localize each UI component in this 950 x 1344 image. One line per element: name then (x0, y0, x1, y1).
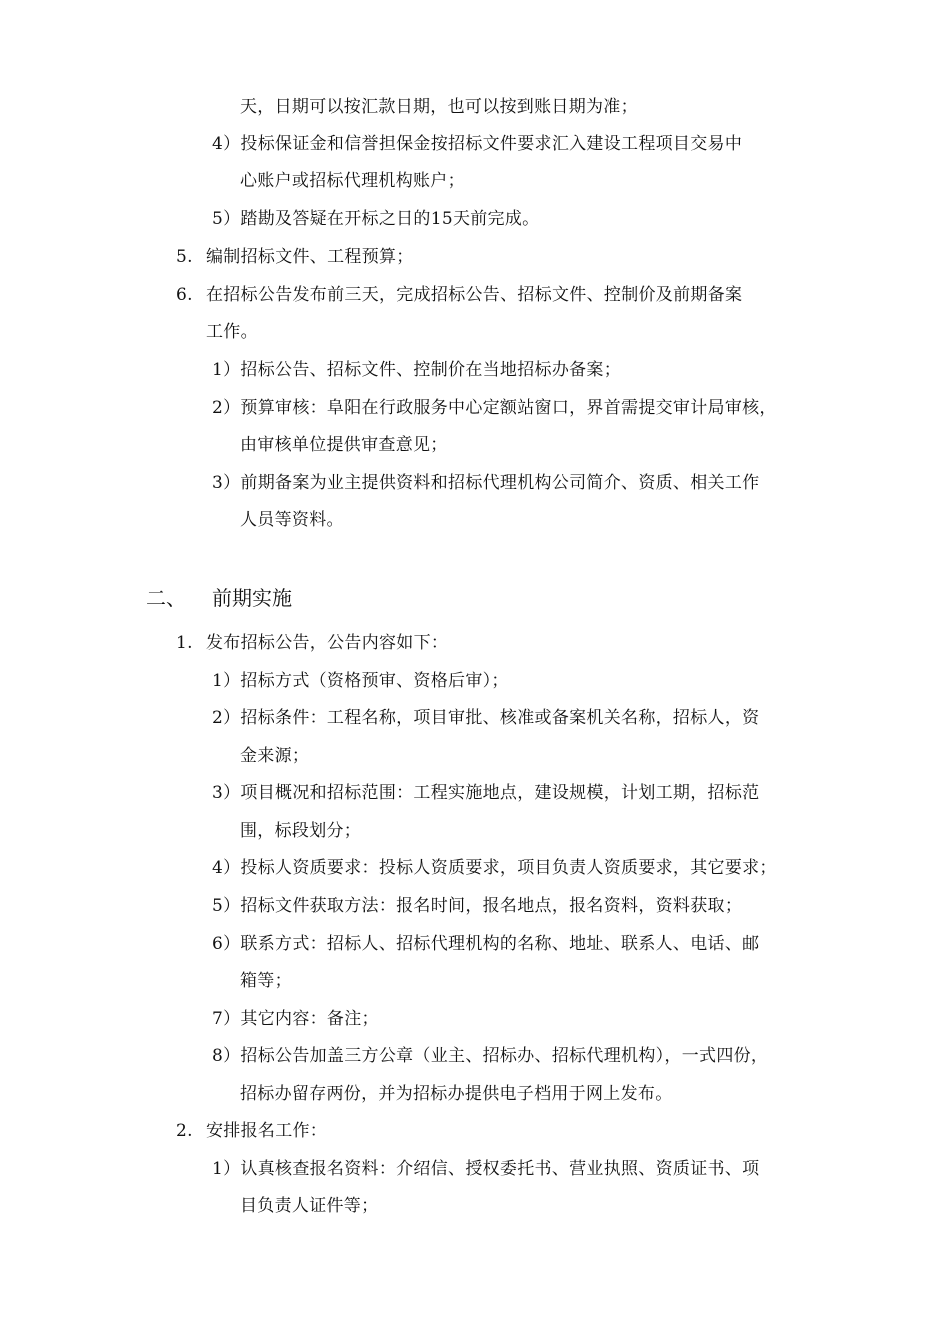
list-text: 预算审核：阜阳在行政服务中心定额站窗口，界首需提交审计局审核， (240, 398, 777, 418)
registration-item-1 (212, 1158, 759, 1180)
step-6-sub-2 (212, 397, 777, 419)
list-number: 6） (212, 934, 241, 954)
announcement-item-3 (212, 782, 759, 804)
step-6-sub-3-cont: 人员等资料。 (240, 510, 344, 530)
list-number: 1） (212, 671, 241, 691)
list-text: 招标条件：工程名称，项目审批、核准或备案机关名称，招标人，资 (240, 708, 760, 728)
list-text: 认真核查报名资料：介绍信、授权委托书、营业执照、资质证书、项 (240, 1159, 760, 1179)
step-5 (176, 246, 414, 268)
list-text: 招标公告加盖三方公章（业主、招标办、招标代理机构），一式四份， (240, 1046, 769, 1066)
announcement-item-2-cont: 金来源； (240, 746, 310, 766)
step-number: 6. (176, 285, 193, 305)
continuation-line: 天，日期可以按汇款日期，也可以按到账日期为准； (240, 97, 638, 117)
step-6-sub-3 (212, 472, 759, 494)
announcement-item-4 (212, 857, 777, 879)
list-number: 7） (212, 1009, 241, 1029)
step-6-sub-1 (212, 359, 621, 381)
announcement-item-7 (212, 1008, 379, 1030)
section-heading (146, 585, 292, 611)
list-number: 5） (212, 896, 241, 916)
announcement-item-6-cont: 箱等； (240, 971, 292, 991)
section-2-item-1 (176, 632, 448, 654)
announcement-item-5 (212, 895, 742, 917)
step-text: 编制招标文件、工程预算； (206, 247, 414, 267)
step-6 (176, 284, 742, 306)
list-item-4 (212, 133, 742, 155)
step-text: 在招标公告发布前三天，完成招标公告、招标文件、控制价及前期备案 (206, 285, 743, 305)
step-text: 发布招标公告，公告内容如下： (206, 633, 449, 653)
list-number: 4） (212, 858, 241, 878)
list-number: 1） (212, 360, 241, 380)
list-text: 其它内容：备注； (240, 1009, 379, 1029)
announcement-item-2 (212, 707, 759, 729)
announcement-item-8 (212, 1045, 768, 1067)
registration-item-1-cont: 目负责人证件等； (240, 1196, 379, 1216)
list-text: 投标保证金和信誉担保金按招标文件要求汇入建设工程项目交易中 (240, 134, 743, 154)
list-text: 联系方式：招标人、招标代理机构的名称、地址、联系人、电话、邮 (240, 934, 760, 954)
list-text: 招标文件获取方法：报名时间，报名地点，报名资料，资料获取； (240, 896, 743, 916)
list-number: 2） (212, 708, 241, 728)
list-item-5 (212, 208, 539, 230)
list-number: 3） (212, 473, 241, 493)
announcement-item-6 (212, 933, 759, 955)
list-number: 3） (212, 783, 241, 803)
list-text: 项目概况和招标范围：工程实施地点，建设规模，计划工期，招标范 (240, 783, 760, 803)
section-2-item-2 (176, 1120, 327, 1142)
step-6-cont: 工作。 (206, 322, 258, 342)
section-title: 前期实施 (212, 586, 292, 610)
list-number: 8） (212, 1046, 241, 1066)
section-number: 二、 (146, 586, 186, 610)
list-item-4-cont: 心账户或招标代理机构账户； (240, 171, 465, 191)
list-text: 招标公告、招标文件、控制价在当地招标办备案； (240, 360, 622, 380)
step-text: 安排报名工作： (206, 1121, 328, 1141)
step-number: 5. (176, 247, 193, 267)
announcement-item-8-cont: 招标办留存两份，并为招标办提供电子档用于网上发布。 (240, 1084, 673, 1104)
announcement-item-1 (212, 670, 509, 692)
step-number: 1. (176, 633, 193, 653)
list-text: 前期备案为业主提供资料和招标代理机构公司简介、资质、相关工作 (240, 473, 760, 493)
step-6-sub-2-cont: 由审核单位提供审查意见； (240, 435, 448, 455)
list-text: 招标方式（资格预审、资格后审）； (240, 671, 509, 691)
list-text: 踏勘及答疑在开标之日的15天前完成。 (240, 209, 540, 229)
list-number: 2） (212, 398, 241, 418)
list-text: 投标人资质要求：投标人资质要求，项目负责人资质要求，其它要求； (240, 858, 777, 878)
list-number: 5） (212, 209, 241, 229)
list-number: 1） (212, 1159, 241, 1179)
list-number: 4） (212, 134, 241, 154)
step-number: 2. (176, 1121, 193, 1141)
announcement-item-3-cont: 围，标段划分； (240, 821, 362, 841)
